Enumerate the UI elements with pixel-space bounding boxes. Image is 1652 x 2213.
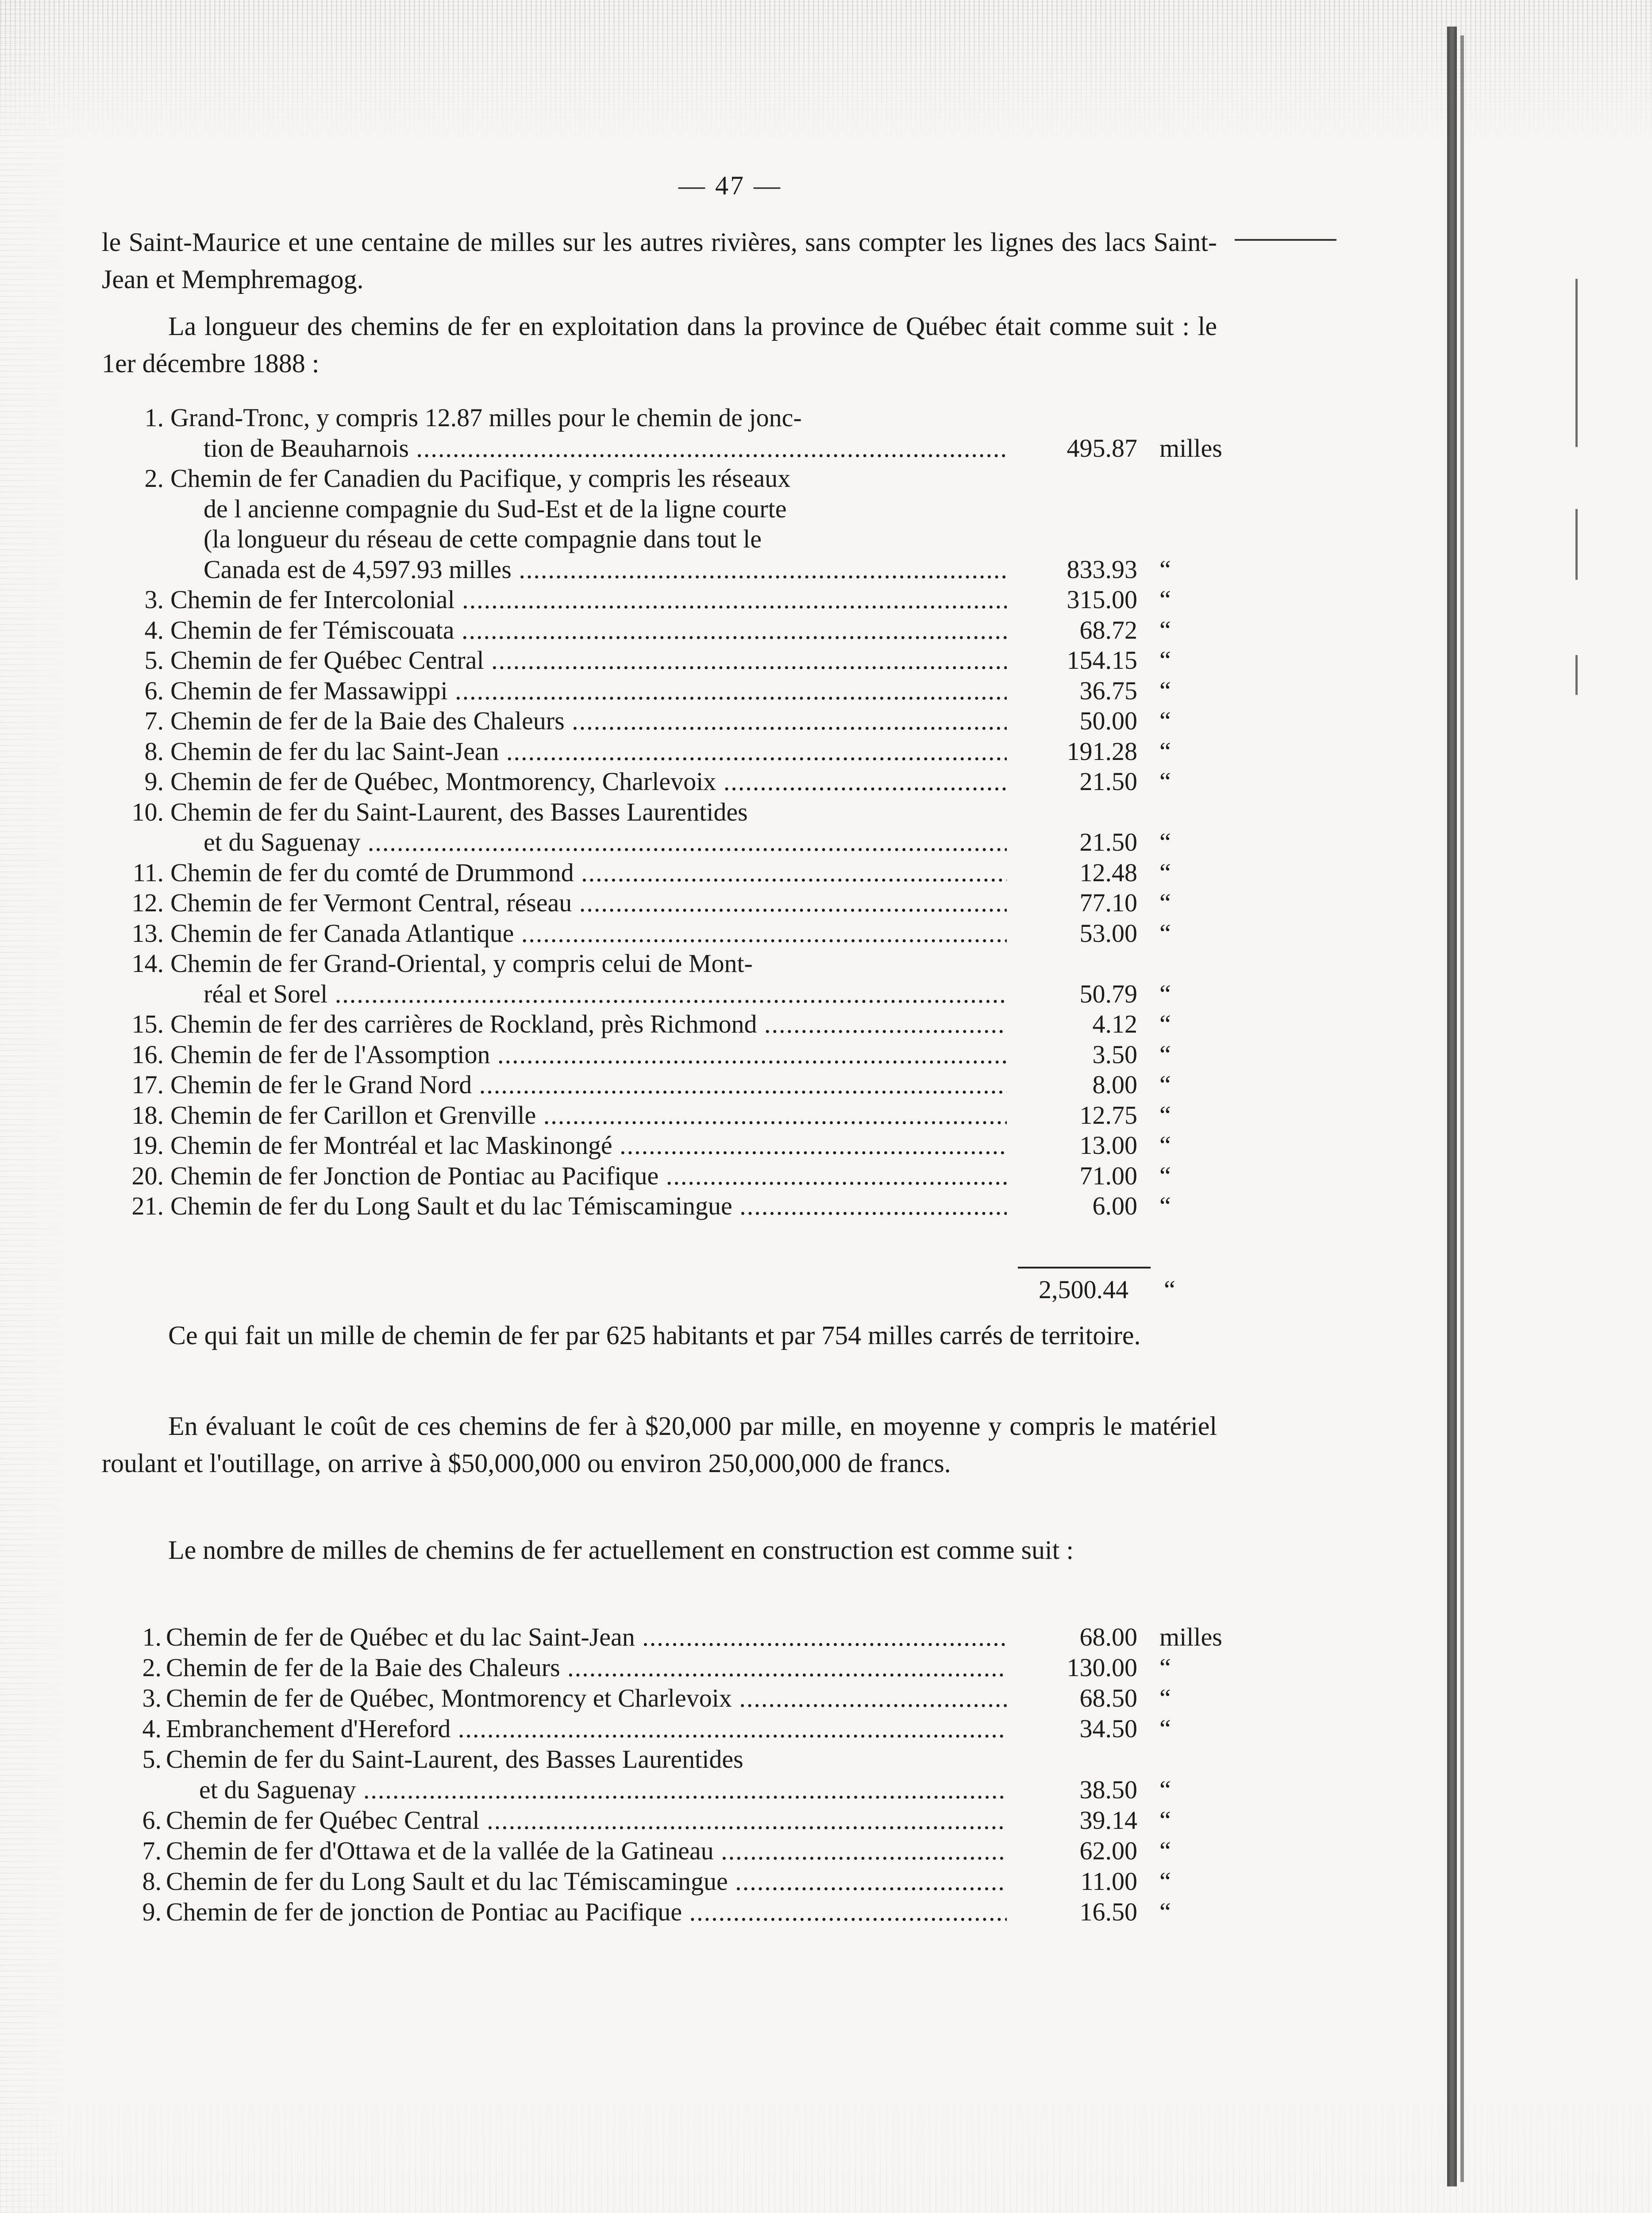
item-number: 11. <box>132 858 164 887</box>
item-description: réal et Sorel ..... <box>204 979 1007 1009</box>
item-mileage: 50.79 <box>1079 979 1137 1008</box>
item-unit: “ <box>1159 555 1171 584</box>
dot-leader <box>572 888 1007 917</box>
item-unit: milles <box>1159 1623 1222 1651</box>
dot-leader <box>327 979 1007 1008</box>
item-unit: “ <box>1159 646 1171 675</box>
item-unit: “ <box>1159 1806 1171 1835</box>
item-description: Chemin de fer Québec Central ..... <box>170 645 1007 675</box>
dot-leader <box>635 1623 1007 1651</box>
dot-leader <box>480 1806 1007 1835</box>
item-description: Chemin de fer Vermont Central, réseau ..... <box>170 888 1007 918</box>
item-description: Chemin de fer Montréal et lac Maskinongé ..... <box>170 1130 1007 1160</box>
item-number: 6. <box>142 1806 162 1835</box>
item-number: 10. <box>131 797 164 826</box>
item-unit: “ <box>1159 1684 1171 1712</box>
item-mileage: 12.48 <box>1079 858 1137 887</box>
item-number: 1. <box>144 403 164 432</box>
item-mileage: 4.12 <box>1092 1010 1137 1038</box>
item-description: et du Saguenay ..... <box>204 827 1007 857</box>
item-mileage: 77.10 <box>1079 888 1137 917</box>
item-description: Grand-Tronc, y compris 12.87 milles pour le chemin de jonc- <box>170 403 802 432</box>
scan-mark <box>1575 509 1578 580</box>
item-mileage: 315.00 <box>1067 585 1137 614</box>
item-description: Chemin de fer de la Baie des Chaleurs ..... <box>166 1653 1007 1682</box>
item-description: Chemin de fer Grand-Oriental, y compris celui de Mont- <box>170 949 753 978</box>
dot-leader <box>682 1897 1007 1926</box>
paragraph-per-inhabitant: Ce qui fait un mille de chemin de fer par 625 habitants et par 754 milles carrés de territoire. <box>168 1321 1141 1350</box>
dot-leader <box>514 919 1007 948</box>
item-description: Chemin de fer Intercolonial ..... <box>170 585 1007 614</box>
paragraph-length-intro: La longueur des chemins de fer en exploitation dans la province de Québec était comme suit : le 1er décembre 1888 : <box>102 312 1217 378</box>
item-description: Chemin de fer du lac Saint-Jean ..... <box>170 736 1007 766</box>
dot-leader <box>499 737 1007 766</box>
item-mileage: 53.00 <box>1079 918 1137 948</box>
dot-leader <box>356 1775 1007 1804</box>
item-number: 16. <box>131 1040 164 1069</box>
item-unit: “ <box>1159 828 1171 856</box>
dot-leader <box>512 555 1007 584</box>
item-unit: “ <box>1159 1836 1171 1865</box>
item-mileage: 13.00 <box>1079 1131 1137 1160</box>
item-unit: “ <box>1159 1070 1171 1099</box>
item-description: Canada est de 4,597.93 milles ..... <box>204 555 1007 584</box>
item-unit: “ <box>1159 736 1171 766</box>
item-unit: “ <box>1159 979 1171 1008</box>
item-mileage: 21.50 <box>1079 828 1137 856</box>
item-number: 4. <box>144 615 164 644</box>
item-mileage: 12.75 <box>1079 1100 1137 1130</box>
item-number: 9. <box>142 1897 162 1926</box>
item-description: Chemin de fer de jonction de Pontiac au Pacifique ..... <box>166 1897 1007 1927</box>
scan-noise-top <box>0 0 1652 142</box>
item-unit: “ <box>1159 858 1171 887</box>
item-description: Chemin de fer du Long Sault et du lac Témiscamingue ..... <box>166 1866 1007 1896</box>
item-description: tion de Beauharnois ..... <box>204 433 1007 463</box>
item-description: Chemin de fer Jonction de Pontiac au Pacifique ..... <box>170 1161 1007 1191</box>
item-unit: “ <box>1159 1100 1171 1130</box>
scan-noise-left <box>0 0 71 2213</box>
item-mileage: 21.50 <box>1079 767 1137 796</box>
item-description: Embranchement d'Hereford ..... <box>166 1714 1007 1743</box>
item-number: 3. <box>142 1684 162 1712</box>
item-unit: “ <box>1159 1867 1171 1896</box>
item-mileage: 833.93 <box>1067 555 1137 584</box>
item-number: 15. <box>131 1010 164 1038</box>
item-number: 9. <box>144 767 164 796</box>
dot-leader <box>490 1040 1007 1069</box>
item-mileage: 8.00 <box>1092 1070 1137 1099</box>
item-description: et du Saguenay ..... <box>199 1775 1007 1804</box>
item-description: Chemin de fer Canadien du Pacifique, y compris les réseaux <box>170 464 791 493</box>
dot-leader <box>757 1010 1007 1038</box>
item-mileage: 16.50 <box>1079 1897 1137 1926</box>
dot-leader <box>448 676 1007 705</box>
dot-leader <box>455 585 1007 614</box>
item-description: Chemin de fer de Québec et du lac Saint-Jean ..... <box>166 1622 1007 1652</box>
item-description: Chemin de fer du comté de Drummond ..... <box>170 858 1007 887</box>
item-mileage: 130.00 <box>1067 1653 1137 1682</box>
item-number: 5. <box>144 646 164 675</box>
item-description: de l ancienne compagnie du Sud-Est et de la ligne courte <box>204 494 787 523</box>
item-number: 19. <box>131 1131 164 1160</box>
paragraph-cost: En évaluant le coût de ces chemins de fer à $20,000 par mille, en moyenne y compris le matériel roulant et l'outillage, on arrive à $50,000,000 ou environ 250,000,000 de francs. <box>102 1411 1217 1478</box>
item-description: Chemin de fer Canada Atlantique ..... <box>170 918 1007 948</box>
dot-leader <box>716 767 1007 796</box>
item-number: 14. <box>131 949 164 978</box>
item-number: 2. <box>144 464 164 493</box>
dot-leader <box>574 858 1007 887</box>
item-description: Chemin de fer de Québec, Montmorency et Charlevoix ..... <box>166 1683 1007 1713</box>
item-description: Chemin de fer de Québec, Montmorency, Charlevoix ..... <box>170 767 1007 796</box>
item-description: Chemin de fer Québec Central ..... <box>166 1805 1007 1835</box>
dot-leader <box>560 1653 1007 1682</box>
dot-leader <box>484 646 1007 675</box>
item-description: Chemin de fer Témiscouata ..... <box>170 615 1007 645</box>
stray-rule <box>1235 239 1336 241</box>
dot-leader <box>612 1131 1007 1160</box>
item-mileage: 71.00 <box>1079 1161 1137 1190</box>
item-mileage: 62.00 <box>1079 1836 1137 1865</box>
scan-noise-bottom <box>0 2086 1652 2213</box>
item-number: 17. <box>131 1070 164 1099</box>
item-number: 5. <box>142 1745 162 1773</box>
total-unit: “ <box>1164 1275 1175 1304</box>
item-number: 7. <box>144 706 164 735</box>
item-description: Chemin de fer du Saint-Laurent, des Basses Laurentides <box>166 1745 743 1773</box>
item-unit: “ <box>1159 1714 1171 1743</box>
item-number: 20. <box>131 1161 164 1190</box>
item-number: 13. <box>131 918 164 948</box>
item-unit: “ <box>1159 1040 1171 1069</box>
item-unit: “ <box>1159 1010 1171 1038</box>
item-description: Chemin de fer le Grand Nord ..... <box>170 1070 1007 1099</box>
item-description: Chemin de fer d'Ottawa et de la vallée de la Gatineau ..... <box>166 1836 1007 1866</box>
item-description: (la longueur du réseau de cette compagnie dans tout le <box>204 524 762 553</box>
item-unit: “ <box>1159 1775 1171 1804</box>
item-mileage: 3.50 <box>1092 1040 1137 1069</box>
dot-leader <box>565 706 1007 735</box>
total-value: 2,500.44 <box>1039 1275 1128 1304</box>
item-number: 8. <box>144 736 164 766</box>
item-description: Chemin de fer Carillon et Grenville ..... <box>170 1100 1007 1130</box>
dot-leader <box>472 1070 1007 1099</box>
item-number: 12. <box>131 888 164 917</box>
item-mileage: 6.00 <box>1092 1191 1137 1220</box>
page-binding-edge <box>1447 27 1457 2186</box>
dot-leader <box>728 1867 1007 1896</box>
item-number: 7. <box>142 1836 162 1865</box>
item-unit: “ <box>1159 1897 1171 1926</box>
scan-mark <box>1575 655 1578 695</box>
item-number: 8. <box>142 1867 162 1896</box>
item-description: Chemin de fer des carrières de Rockland, près Richmond ..... <box>170 1009 1007 1039</box>
item-description: Chemin de fer du Long Sault et du lac Témiscamingue ..... <box>170 1191 1007 1221</box>
dot-leader <box>536 1101 1007 1130</box>
item-unit: “ <box>1159 1191 1171 1220</box>
item-unit: “ <box>1159 1653 1171 1682</box>
item-unit: “ <box>1159 615 1171 644</box>
item-mileage: 68.72 <box>1079 615 1137 644</box>
item-unit: “ <box>1159 767 1171 796</box>
item-number: 18. <box>131 1100 164 1130</box>
page-number: — 47 — <box>678 171 782 200</box>
item-unit: “ <box>1159 918 1171 948</box>
item-number: 21. <box>131 1191 164 1220</box>
item-number: 6. <box>144 676 164 705</box>
item-description: Chemin de fer de l'Assomption ..... <box>170 1040 1007 1069</box>
item-mileage: 50.00 <box>1079 706 1137 735</box>
item-unit: “ <box>1159 585 1171 614</box>
item-mileage: 495.87 <box>1067 433 1137 463</box>
item-mileage: 34.50 <box>1079 1714 1137 1743</box>
item-mileage: 11.00 <box>1080 1867 1137 1896</box>
paragraph-construction-intro: Le nombre de milles de chemins de fer actuellement en construction est comme suit : <box>168 1535 1074 1565</box>
dot-leader <box>714 1836 1007 1865</box>
item-unit: milles <box>1159 433 1222 463</box>
item-mileage: 39.14 <box>1079 1806 1137 1835</box>
paragraph-intro: le Saint-Maurice et une centaine de milles sur les autres rivières, sans compter les lignes des lacs Saint-Jean et Memphremagog. <box>102 227 1217 294</box>
item-unit: “ <box>1159 676 1171 705</box>
dot-leader <box>360 828 1007 856</box>
dot-leader <box>454 616 1007 644</box>
item-description: Chemin de fer de la Baie des Chaleurs ..... <box>170 706 1007 736</box>
item-unit: “ <box>1159 888 1171 917</box>
item-description: Chemin de fer du Saint-Laurent, des Basses Laurentides <box>170 797 748 826</box>
item-mileage: 154.15 <box>1067 646 1137 675</box>
item-number: 1. <box>142 1623 162 1651</box>
item-number: 3. <box>144 585 164 614</box>
item-unit: “ <box>1159 706 1171 735</box>
item-description: Chemin de fer Massawippi ..... <box>170 676 1007 706</box>
page-binding-edge-inner <box>1460 35 1464 2182</box>
item-unit: “ <box>1159 1131 1171 1160</box>
item-mileage: 68.50 <box>1079 1684 1137 1712</box>
scan-mark <box>1575 279 1578 447</box>
item-mileage: 36.75 <box>1079 676 1137 705</box>
dot-leader <box>658 1161 1007 1190</box>
item-mileage: 38.50 <box>1079 1775 1137 1804</box>
dot-leader <box>451 1714 1007 1743</box>
item-mileage: 68.00 <box>1079 1623 1137 1651</box>
item-mileage: 191.28 <box>1067 736 1137 766</box>
dot-leader <box>732 1684 1007 1712</box>
total-rule <box>1018 1267 1151 1268</box>
item-number: 4. <box>142 1714 162 1743</box>
dot-leader <box>732 1191 1007 1220</box>
item-number: 2. <box>142 1653 162 1682</box>
dot-leader <box>409 434 1007 463</box>
item-unit: “ <box>1159 1161 1171 1190</box>
